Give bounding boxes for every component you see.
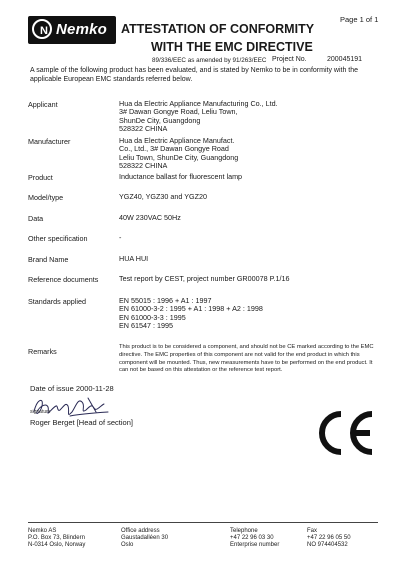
footer-line: NO 974404532 — [307, 542, 348, 549]
standard-item: EN 61000-3-2 : 1995 + A1 : 1998 + A2 : 1998 — [119, 304, 263, 314]
brand-name-label: Brand Name — [28, 255, 69, 264]
signatory-name: Roger Berget [Head of section] — [30, 418, 133, 427]
logo-initial: N — [40, 25, 48, 37]
applicant-value — [119, 100, 278, 133]
remarks-line: component will be mounted. Thus, new measurements have to be performed on the end product. It — [119, 359, 373, 366]
footer-line: Enterprise number — [230, 542, 280, 549]
manufacturer-value — [119, 137, 238, 170]
footer-line: N-0314 Oslo, Norway — [28, 542, 86, 549]
model-value: YGZ40, YGZ30 and YGZ20 — [119, 192, 208, 201]
applicant-line: 528322 CHINA — [119, 123, 168, 133]
other-specification-value: - — [119, 233, 122, 242]
logo-text: Nemko — [56, 21, 108, 38]
intro-text: A sample of the following product has been evaluated, and is stated by Nemko to be in conformity with the applicable European EMC standards referred below. — [30, 67, 359, 83]
standard-item: EN 61547 : 1995 — [119, 320, 173, 330]
manufacturer-line: 528322 CHINA — [119, 160, 168, 170]
other-specification-label: Other specification — [28, 234, 88, 243]
footer-telephone — [230, 528, 279, 550]
footer-line: Nemko AS — [28, 528, 57, 534]
standard-item: EN 61000-3-3 : 1995 — [119, 312, 186, 322]
model-label: Model/type — [28, 193, 64, 202]
footer-fax — [307, 528, 351, 550]
signature-caption: signature — [30, 409, 51, 415]
data-label: Data — [28, 214, 44, 223]
directive-reference: 89/336/EEC as amended by 91/263/EEC — [152, 57, 267, 64]
applicant-line: 3# Dawan Gongye Road, Leliu Town, — [119, 107, 238, 117]
page-number: Page 1 of 1 — [340, 15, 379, 24]
footer-line: +47 22 96 05 50 — [307, 535, 351, 542]
manufacturer-line: Co., Ltd., 3# Dawan Gongye Road — [119, 144, 229, 154]
remarks-label: Remarks — [28, 347, 57, 356]
manufacturer-line: Leliu Town, ShunDe City, Guangdong — [119, 152, 239, 162]
standard-item: EN 55015 : 1996 + A1 : 1997 — [119, 296, 212, 305]
document-subtitle: WITH THE EMC DIRECTIVE — [151, 40, 313, 54]
product-value: Inductance ballast for fluorescent lamp — [119, 172, 243, 181]
footer-office — [121, 528, 168, 550]
document-title: ATTESTATION OF CONFORMITY — [121, 22, 315, 36]
remarks-line: can not be based on this attestation or the reference test report. — [119, 367, 283, 374]
remarks-line: This product is to be considered a component, and should not be CE marked according to the EMC — [119, 344, 374, 350]
applicant-label: Applicant — [28, 100, 58, 109]
date-of-issue-label: Date of issue — [30, 384, 74, 393]
footer-line: Telephone — [230, 528, 258, 534]
manufacturer-line: Hua da Electric Appliance Manufact. — [119, 136, 235, 145]
standards-value — [119, 297, 263, 330]
footer-line: Gaustadalléen 30 — [121, 535, 169, 542]
product-label: Product — [28, 173, 53, 182]
reference-documents-label: Reference documents — [28, 275, 99, 284]
project-number: 200045191 — [327, 56, 363, 63]
ce-mark-icon — [314, 410, 376, 456]
footer-line: Oslo — [121, 542, 134, 549]
standards-label: Standards applied — [28, 297, 86, 306]
footer-line: +47 22 96 03 30 — [230, 535, 274, 542]
project-number-label: Project No. — [272, 56, 307, 63]
nemko-logo — [28, 16, 116, 44]
footer-address — [28, 528, 85, 550]
nemko-ring-icon — [32, 19, 52, 39]
footer-line: Fax — [307, 528, 318, 534]
applicant-line: Hua da Electric Appliance Manufacturing Co., Ltd. — [119, 99, 278, 108]
footer-divider — [28, 522, 378, 523]
date-of-issue-value: 2000-11-28 — [75, 384, 114, 393]
footer-line: Office address — [121, 528, 160, 534]
remarks-line: directive. The EMC properties of this component are not valid for the end product in which this — [119, 351, 360, 358]
brand-name-value: HUA HUI — [119, 254, 149, 263]
applicant-line: ShunDe City, Guangdong — [119, 115, 201, 125]
remarks-value — [119, 344, 374, 375]
manufacturer-label: Manufacturer — [28, 137, 71, 146]
reference-documents-value: Test report by CEST, project number GR00078 P.1/16 — [119, 274, 290, 283]
footer-line: P.O. Box 73, Blindern — [28, 535, 85, 542]
data-value: 40W 230VAC 50Hz — [119, 213, 181, 222]
